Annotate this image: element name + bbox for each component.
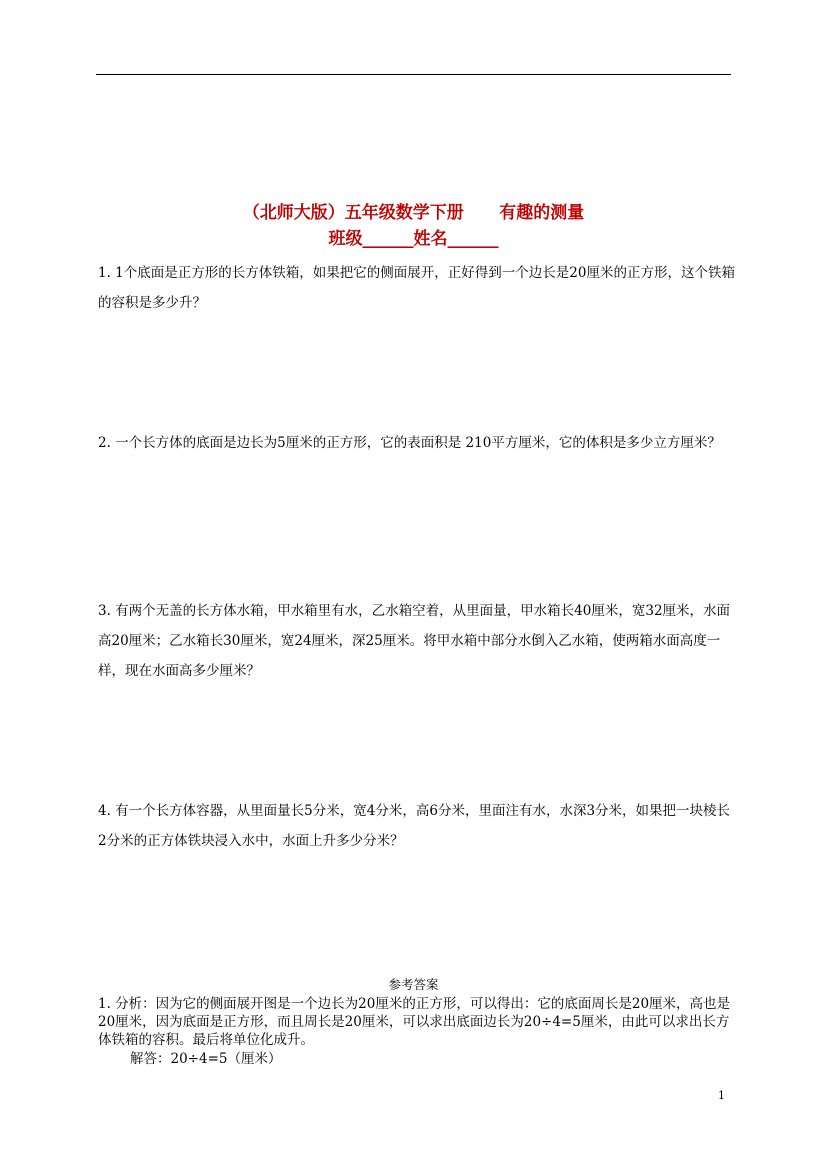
question-1: 1. 1个底面是正方形的长方体铁箱，如果把它的侧面展开，正好得到一个边长是20厘米的正方形，这个铁箱的容积是多少升？	[98, 265, 735, 311]
answers-heading: 参考答案	[388, 977, 439, 992]
class-name-line: 班级______姓名______	[328, 229, 499, 249]
question-3: 3. 有两个无盖的长方体水箱，甲水箱里有水，乙水箱空着，从里面量，甲水箱长40厘米，宽32厘米，水面高20厘米；乙水箱长30厘米，宽24厘米，深25厘米。将甲水箱中部分水倒入乙水箱，使两箱水面高度一样，现在水面高多少厘米？	[98, 603, 731, 679]
answer-1-solution: 解答：20÷4=5（厘米）	[130, 1051, 282, 1067]
answer-1-analysis: 1. 分析：因为它的侧面展开图是一个边长为20厘米的正方形，可以得出：它的底面周长是20厘米，高也是20厘米，因为底面是正方形，而且周长是20厘米，可以求出底面边长为20÷4=5厘米，由此可以求出长方体铁箱的容积。最后将单位化成升。	[98, 996, 731, 1048]
page-number: 1	[718, 1089, 725, 1102]
header-rule	[96, 74, 731, 75]
question-4: 4. 有一个长方体容器，从里面量长5分米，宽4分米，高6分米，里面注有水，水深3分米，如果把一块棱长2分米的正方体铁块浸入水中，水面上升多少分米？	[98, 803, 731, 849]
question-2: 2. 一个长方体的底面是边长为5厘米的正方形，它的表面积是 210平方厘米，它的体积是多少立方厘米？	[98, 435, 721, 451]
title-block	[96, 200, 731, 252]
page-title: （北师大版）五年级数学下册 有趣的测量	[242, 203, 585, 223]
